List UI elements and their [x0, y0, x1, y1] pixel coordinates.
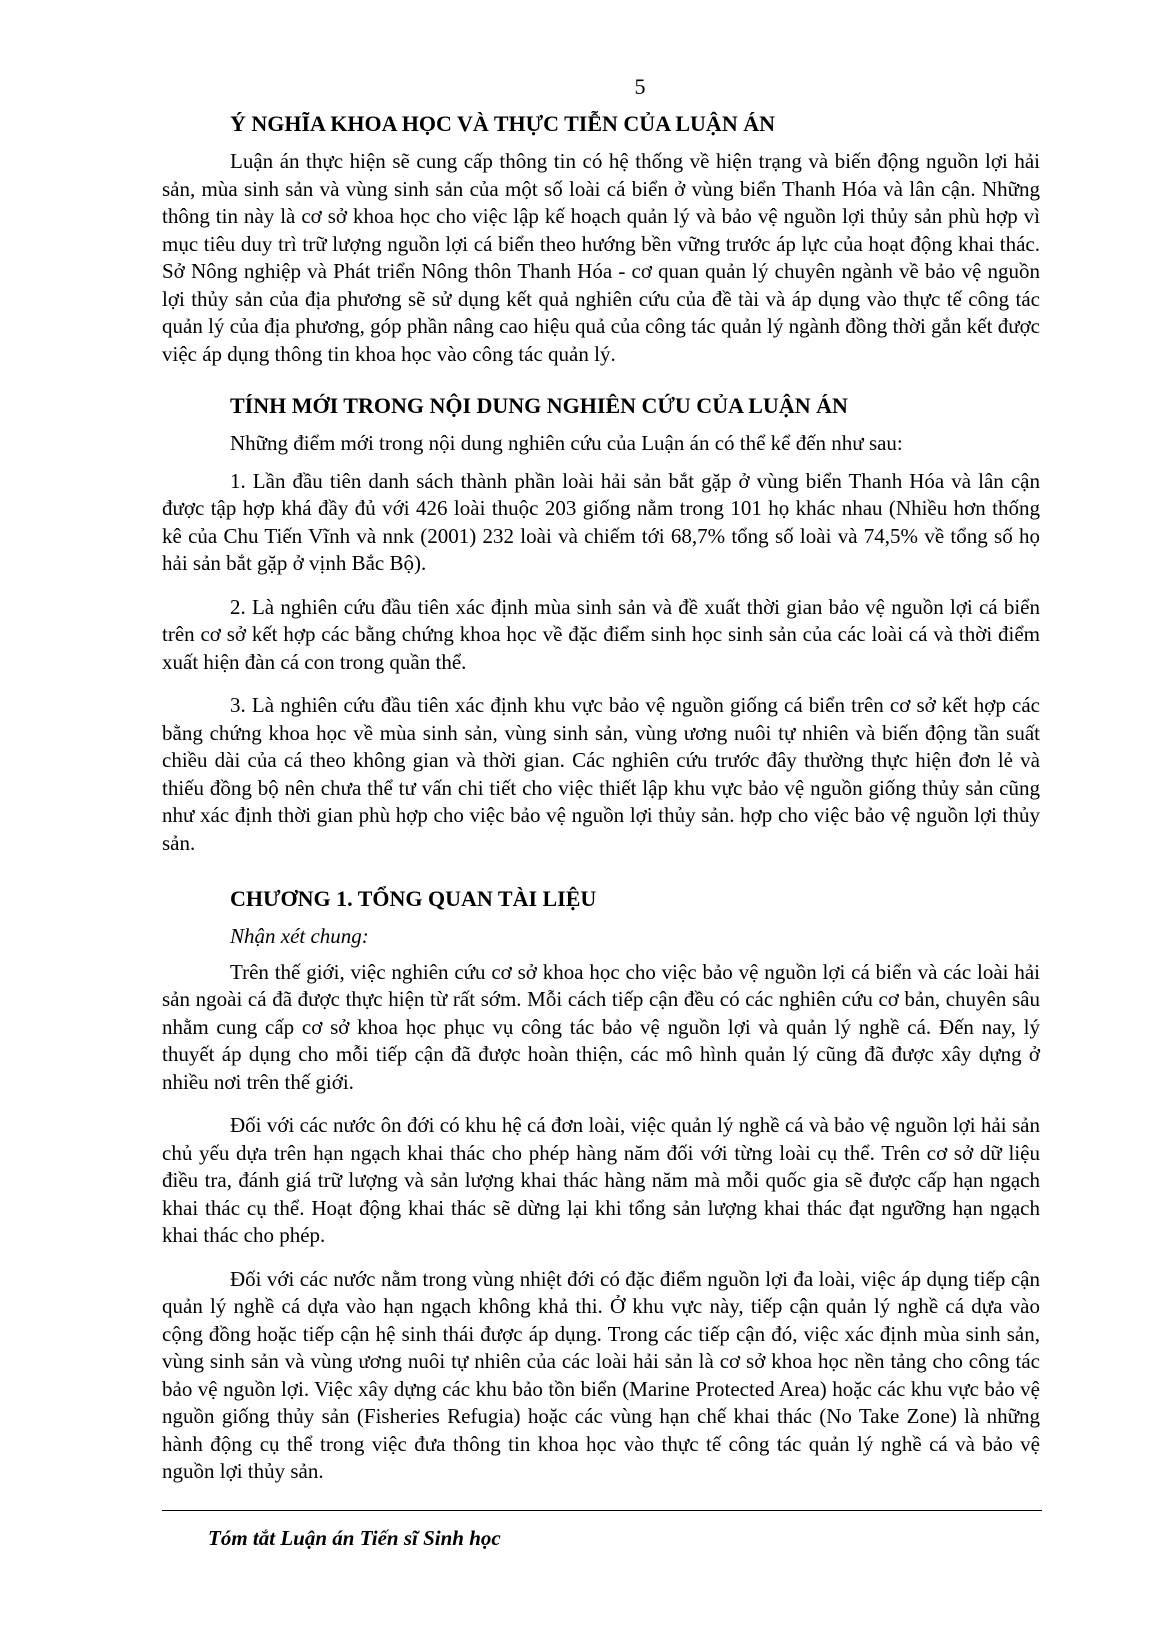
- section-heading-significance: Ý NGHĨA KHOA HỌC VÀ THỰC TIỄN CỦA LUẬN ÁN: [230, 111, 775, 136]
- overview-paragraph-1: Trên thế giới, việc nghiên cứu cơ sở khoa học cho việc bảo vệ nguồn lợi cá biển và các loài hải sản ngoài cá đã được thực hiện từ rất sớm. Mỗi cách tiếp cận đều có các nghiên cứu cơ bản, chuyên sâu nhằm cung cấp cơ sở khoa học phục vụ công tác bảo vệ nguồn lợi và quản lý nghề cá. Đến nay, lý thuyết áp dụng cho mỗi tiếp cận đã được hoàn thiện, các mô hình quản lý cũng đã được xây dựng ở nhiều nơi trên thế giới.: [162, 959, 1040, 1094]
- significance-paragraph: Luận án thực hiện sẽ cung cấp thông tin có hệ thống về hiện trạng và biến động nguồn lợi hải sản, mùa sinh sản và vùng sinh sản của một số loài cá biển ở vùng biển Thanh Hóa và lân cận. Những thông tin này là cơ sở khoa học cho việc lập kế hoạch quản lý và bảo vệ nguồn lợi thủy sản phù hợp vì mục tiêu duy trì trữ lượng nguồn lợi cá biển theo hướng bền vững trước áp lực của hoạt động khai thác. Sở Nông nghiệp và Phát triển Nông thôn Thanh Hóa - cơ quan quản lý chuyên ngành về bảo vệ nguồn lợi thủy sản của địa phương sẽ sử dụng kết quả nghiên cứu của đề tài và áp dụng vào thực tế công tác quản lý của địa phương, góp phần nâng cao hiệu quả của công tác quản lý ngành đồng thời gắn kết được việc áp dụng thông tin khoa học vào công tác quản lý.: [162, 149, 1040, 366]
- page-number: 5: [634, 74, 646, 99]
- footer-divider: [162, 1510, 1042, 1511]
- chapter-heading: CHƯƠNG 1. TỔNG QUAN TÀI LIỆU: [230, 886, 597, 911]
- overview-paragraph-3: Đối với các nước nằm trong vùng nhiệt đới có đặc điểm nguồn lợi đa loài, việc áp dụng tiếp cận quản lý nghề cá dựa vào hạn ngạch không khả thi. Ở khu vực này, tiếp cận quản lý nghề cá dựa vào cộng đồng hoặc tiếp cận hệ sinh thái được áp dụng. Trong các tiếp cận đó, việc xác định mùa sinh sản, vùng sinh sản và vùng ương nuôi tự nhiên của các loài hải sản là cơ sở khoa học nền tảng cho công tác bảo vệ nguồn lợi. Việc xây dựng các khu bảo tồn biển (Marine Protected Area) hoặc các khu vực bảo vệ nguồn giống thủy sản (Fisheries Refugia) hoặc các vùng hạn chế khai thác (No Take Zone) là những hành động cụ thể trong việc đưa thông tin khoa học vào thực tế công tác quản lý nghề cá và bảo vệ nguồn lợi thủy sản.: [162, 1266, 1040, 1483]
- footer-title: Tóm tắt Luận án Tiến sĩ Sinh học: [208, 1526, 501, 1550]
- novelty-intro: Những điểm mới trong nội dung nghiên cứu của Luận án có thể kể đến như sau:: [230, 431, 903, 455]
- novelty-item-2: 2. Là nghiên cứu đầu tiên xác định mùa sinh sản và đề xuất thời gian bảo vệ nguồn lợi cá biển trên cơ sở kết hợp các bằng chứng khoa học về đặc điểm sinh học sinh sản của các loài cá và thời điểm xuất hiện đàn cá con trong quần thể.: [162, 594, 1040, 674]
- novelty-item-1: 1. Lần đầu tiên danh sách thành phần loài hải sản bắt gặp ở vùng biển Thanh Hóa và lân cận được tập hợp khá đầy đủ với 426 loài thuộc 203 giống nằm trong 101 họ khác nhau (Nhiều hơn thống kê của Chu Tiến Vĩnh và nnk (2001) 232 loài và chiếm tới 68,7% tổng số loài và 74,5% về tổng số họ hải sản bắt gặp ở vịnh Bắc Bộ).: [162, 468, 1040, 575]
- overview-paragraph-2: Đối với các nước ôn đới có khu hệ cá đơn loài, việc quản lý nghề cá và bảo vệ nguồn lợi hải sản chủ yếu dựa trên hạn ngạch khai thác cho phép hàng năm đối với từng loài cụ thể. Trên cơ sở dữ liệu điều tra, đánh giá trữ lượng và sản lượng khai thác hàng năm mà mỗi quốc gia sẽ được cấp hạn ngạch khai thác cụ thể. Hoạt động khai thác sẽ dừng lại khi tổng sản lượng khai thác đạt ngưỡng hạn ngạch khai thác cho phép.: [162, 1113, 1040, 1247]
- general-remarks-label: Nhận xét chung:: [230, 924, 369, 948]
- section-heading-novelty: TÍNH MỚI TRONG NỘI DUNG NGHIÊN CỨU CỦA LUẬN ÁN: [230, 393, 848, 418]
- page-content: [162, 108, 1040, 1502]
- novelty-item-3: 3. Là nghiên cứu đầu tiên xác định khu vực bảo vệ nguồn giống cá biển trên cơ sở kết hợp các bằng chứng khoa học về mùa sinh sản, vùng sinh sản, vùng ương nuôi tự nhiên và biến động tần suất chiều dài của cá theo không gian và thời gian. Các nghiên cứu trước đây thường thực hiện đơn lẻ và thiếu đồng bộ nên chưa thể tư vấn chi tiết cho việc thiết lập khu vực bảo vệ nguồn giống thủy sản cũng như xác định thời gian phù hợp cho việc bảo vệ nguồn lợi thủy sản. hợp cho việc bảo vệ nguồn lợi thủy sản.: [162, 693, 1040, 855]
